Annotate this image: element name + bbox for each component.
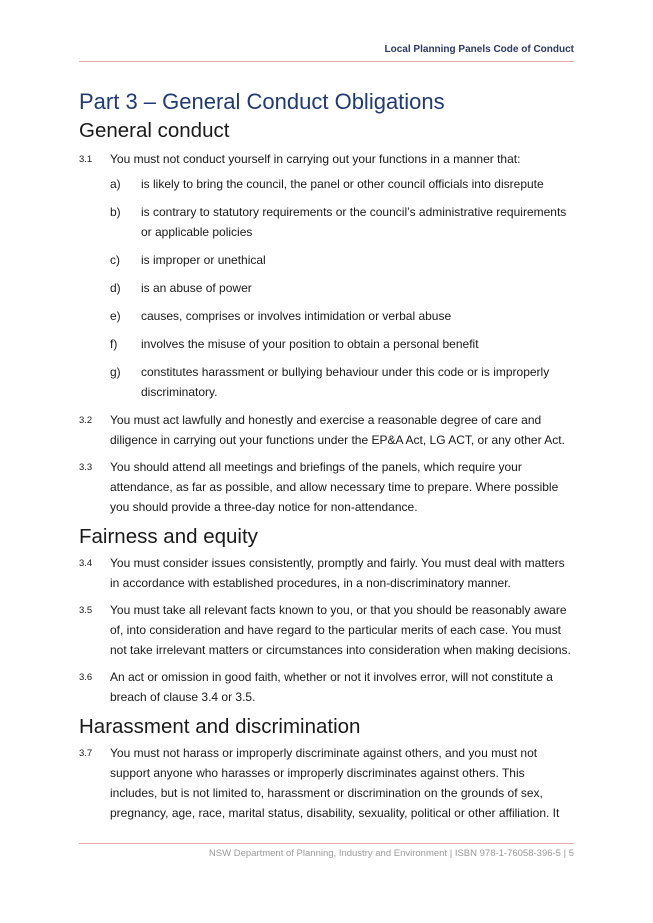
list-item-text: causes, comprises or involves intimidation or verbal abuse [141, 309, 452, 323]
clause-number: 3.3 [79, 462, 93, 473]
clause-number: 3.6 [79, 672, 93, 683]
header-divider [79, 61, 574, 62]
section-heading-general-conduct: General conduct [79, 119, 230, 142]
clause-3-3 [79, 457, 574, 517]
clause-3-4 [79, 553, 574, 593]
list-marker: f) [110, 337, 118, 351]
list-item-d [110, 278, 574, 298]
clause-text: You should attend all meetings and briefings of the panels, which require your attendance, as far as possible, and allow necessary time to prepare. Where possible you should provide a three-day notice for non-attendance. [110, 460, 559, 514]
list-item-text: constitutes harassment or bullying behaviour under this code or is improperly discriminatory. [141, 365, 550, 399]
list-item-b [110, 202, 574, 242]
list-marker: b) [110, 205, 121, 219]
clause-text: You must take all relevant facts known to you, or that you should be reasonably aware of, into consideration and have regard to the particular merits of each case. You must not take irrelevant matters or circumstances into consideration when making decisions. [110, 603, 571, 657]
clause-number: 3.7 [79, 748, 93, 759]
clause-3-1 [79, 149, 574, 170]
running-header: Local Planning Panels Code of Conduct [384, 44, 574, 55]
list-item-a [110, 174, 574, 194]
clause-number: 3.2 [79, 415, 93, 426]
list-marker: c) [110, 253, 120, 267]
clause-text: An act or omission in good faith, whether or not it involves error, will not constitute a breach of clause 3.4 or 3.5. [110, 670, 553, 704]
clause-text: You must consider issues consistently, promptly and fairly. You must deal with matters in accordance with established procedures, in a non-discriminatory manner. [110, 556, 565, 590]
clause-text: You must act lawfully and honestly and exercise a reasonable degree of care and diligence in carrying out your functions under the EP&A Act, LG ACT, or any other Act. [110, 413, 565, 447]
clause-number: 3.4 [79, 558, 93, 569]
list-item-e [110, 306, 574, 326]
running-footer: NSW Department of Planning, Industry and Environment | ISBN 978-1-76058-396-5 | 5 [208, 848, 574, 859]
clause-3-5 [79, 600, 574, 660]
list-item-f [110, 334, 574, 354]
clause-number: 3.5 [79, 605, 93, 616]
list-item-text: is an abuse of power [141, 281, 252, 295]
list-item-c [110, 250, 574, 270]
clause-3-7 [79, 743, 574, 823]
clause-text: You must not conduct yourself in carrying out your functions in a manner that: [110, 152, 521, 166]
list-marker: d) [110, 281, 121, 295]
footer-divider [79, 843, 574, 844]
list-item-text: involves the misuse of your position to obtain a personal benefit [141, 337, 479, 351]
list-item-text: is contrary to statutory requirements or the council’s administrative requirements or applicable policies [141, 205, 567, 239]
clause-number: 3.1 [79, 154, 93, 165]
list-item-text: is likely to bring the council, the panel or other council officials into disrepute [141, 177, 544, 191]
list-marker: a) [110, 177, 121, 191]
section-heading-harassment-discrimination: Harassment and discrimination [79, 715, 361, 738]
list-item-g [110, 362, 574, 402]
list-marker: e) [110, 309, 121, 323]
clause-text: You must not harass or improperly discriminate against others, and you must not support anyone who harasses or improperly discriminates against others. This includes, but is not limited to, harassment or discrimination on the grounds of sex, pregnancy, age, race, marital status, disability, sexuality, political or other affiliation. It [110, 746, 560, 820]
section-heading-fairness-equity: Fairness and equity [79, 525, 258, 548]
page-content [79, 88, 574, 830]
clause-3-2 [79, 410, 574, 450]
page-title: Part 3 – General Conduct Obligations [79, 89, 445, 114]
clause-3-6 [79, 667, 574, 707]
list-item-text: is improper or unethical [141, 253, 266, 267]
list-marker: g) [110, 365, 121, 379]
